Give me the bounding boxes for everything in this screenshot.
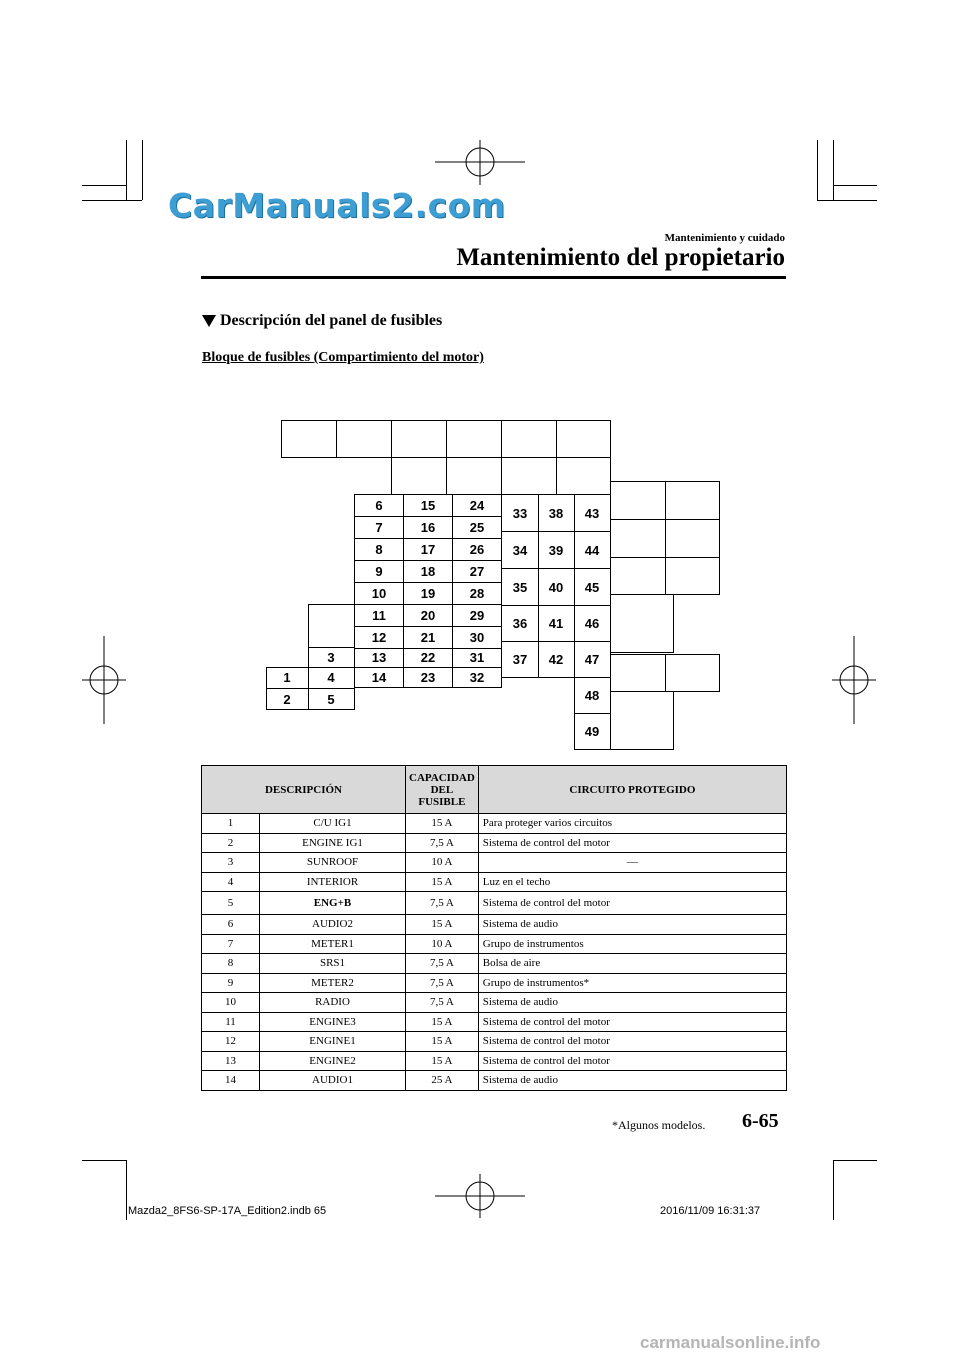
fuse-circuit: Bolsa de aire [478, 954, 786, 974]
fuse-label: 2 [283, 692, 291, 707]
fuse-capacity: 7,5 A [406, 954, 479, 974]
fuse-label: 45 [584, 580, 600, 595]
fuse-number: 11 [202, 1012, 260, 1032]
fuse-capacity: 15 A [406, 872, 479, 892]
header-circuit: CIRCUITO PROTEGIDO [478, 766, 786, 814]
table-row [202, 892, 787, 915]
fuse-label: 36 [512, 616, 528, 631]
watermark-logo[interactable]: CarManuals2.com [168, 186, 506, 225]
fuse-label: 32 [469, 670, 485, 685]
fuse-label: 49 [584, 724, 600, 739]
fuse-capacity: 10 A [406, 934, 479, 954]
fuse-label: 33 [512, 506, 528, 521]
table-row [202, 872, 787, 892]
fuse-label: 37 [512, 652, 528, 667]
header-description: DESCRIPCIÓN [202, 766, 406, 814]
fuse-number: 4 [202, 872, 260, 892]
table-row [202, 853, 787, 873]
fuse-label: 34 [512, 543, 528, 558]
fuse-label: 11 [372, 608, 386, 623]
fuse-label: 46 [584, 616, 600, 631]
fuse-label: 3 [327, 650, 335, 665]
fuse-number: 6 [202, 915, 260, 935]
fuse-label: 12 [371, 630, 387, 645]
fuse-label: 35 [512, 580, 528, 595]
print-slug-file: Mazda2_8FS6-SP-17A_Edition2.indb 65 [128, 1205, 327, 1217]
fuse-number: 8 [202, 954, 260, 974]
page-title: Mantenimiento del propietario [456, 244, 785, 271]
fuse-label: 30 [469, 630, 485, 645]
fuse-description: C/U IG1 [260, 814, 406, 834]
table-row [202, 973, 787, 993]
subsection-heading: Bloque de fusibles (Compartimiento del motor) [202, 350, 484, 365]
fuse-label: 26 [469, 542, 485, 557]
fuse-capacity: 7,5 A [406, 892, 479, 915]
footer-site-watermark[interactable]: carmanualsonline.info [640, 1333, 821, 1352]
table-row [202, 1032, 787, 1052]
fuse-label: 14 [371, 670, 387, 685]
fuse-description: ENGINE3 [260, 1012, 406, 1032]
fuse-circuit: Sistema de control del motor [478, 892, 786, 915]
fuse-description: METER1 [260, 934, 406, 954]
fuse-circuit: Sistema de audio [478, 915, 786, 935]
fuse-circuit: Sistema de control del motor [478, 1012, 786, 1032]
fuse-label: 22 [420, 650, 436, 665]
fuse-capacity: 15 A [406, 814, 479, 834]
fuse-number: 7 [202, 934, 260, 954]
header-capacity-line-1: CAPACIDAD [409, 771, 475, 784]
fuse-label: 17 [420, 542, 436, 557]
fuse-label: 38 [548, 506, 564, 521]
fuse-capacity: 25 A [406, 1071, 479, 1091]
fuse-description: INTERIOR [260, 872, 406, 892]
fuse-circuit: Sistema de control del motor [478, 1032, 786, 1052]
fuse-circuit: Sistema de control del motor [478, 833, 786, 853]
fuse-table [201, 765, 787, 1091]
table-row [202, 954, 787, 974]
header-capacity-line-2: DEL [430, 783, 454, 796]
fuse-number: 14 [202, 1071, 260, 1091]
fuse-description: ENGINE2 [260, 1051, 406, 1071]
fuse-label: 23 [420, 670, 436, 685]
fuse-circuit: Para proteger varios circuitos [478, 814, 786, 834]
fuse-circuit: Grupo de instrumentos* [478, 973, 786, 993]
fuse-label: 5 [327, 692, 335, 707]
fuse-circuit: — [478, 853, 786, 873]
fuse-number: 1 [202, 814, 260, 834]
fuse-description: ENGINE1 [260, 1032, 406, 1052]
header-section: Mantenimiento y cuidado [664, 232, 785, 244]
fuse-capacity: 7,5 A [406, 973, 479, 993]
table-row [202, 915, 787, 935]
fuse-label: 16 [420, 520, 436, 535]
table-row [202, 1012, 787, 1032]
fuse-label: 39 [548, 543, 564, 558]
fuse-label: 41 [548, 616, 564, 631]
fuse-circuit: Sistema de control del motor [478, 1051, 786, 1071]
fuse-label: 43 [584, 506, 600, 521]
fuse-circuit: Sistema de audio [478, 993, 786, 1013]
fuse-label: 8 [375, 542, 383, 557]
fuse-number: 13 [202, 1051, 260, 1071]
fuse-label: 7 [375, 520, 383, 535]
table-header-row [202, 766, 787, 814]
fuse-label: 44 [584, 543, 600, 558]
table-row [202, 934, 787, 954]
fuse-description: METER2 [260, 973, 406, 993]
fuse-description: ENGINE IG1 [260, 833, 406, 853]
section-title-text: Descripción del panel de fusibles [220, 312, 443, 329]
fuse-label: 9 [375, 564, 383, 579]
fuse-number: 2 [202, 833, 260, 853]
header-capacity-line-3: FUSIBLE [418, 795, 466, 808]
fuse-description: SUNROOF [260, 853, 406, 873]
fuse-label: 42 [548, 652, 564, 667]
fuse-label: 20 [420, 608, 436, 623]
fuse-capacity: 15 A [406, 1012, 479, 1032]
table-row [202, 814, 787, 834]
fuse-label: 21 [420, 630, 436, 645]
fuse-label: 1 [283, 670, 291, 685]
fuse-label: 10 [371, 586, 387, 601]
fuse-number: 5 [202, 892, 260, 915]
fuse-label: 29 [469, 608, 485, 623]
print-slug-date: 2016/11/09 16:31:37 [660, 1205, 761, 1217]
fuse-label: 18 [420, 564, 436, 579]
table-row [202, 833, 787, 853]
fuse-label: 19 [420, 586, 436, 601]
fuse-description: AUDIO2 [260, 915, 406, 935]
table-row [202, 993, 787, 1013]
fuse-number: 9 [202, 973, 260, 993]
fuse-label: 24 [469, 498, 485, 513]
fuse-label: 4 [327, 670, 335, 685]
fuse-label: 25 [469, 520, 485, 535]
fuse-circuit: Grupo de instrumentos [478, 934, 786, 954]
fuse-label: 27 [469, 564, 485, 579]
fuse-number: 3 [202, 853, 260, 873]
fuse-label: 28 [469, 586, 485, 601]
table-row [202, 1051, 787, 1071]
fuse-description: RADIO [260, 993, 406, 1013]
footnote: *Algunos modelos. [612, 1118, 706, 1132]
fuse-capacity: 7,5 A [406, 833, 479, 853]
fuse-capacity: 15 A [406, 1032, 479, 1052]
fuse-label: 31 [469, 650, 485, 665]
table-row [202, 1071, 787, 1091]
fuse-label: 40 [548, 580, 564, 595]
fuse-label: 48 [584, 688, 600, 703]
fuse-description: AUDIO1 [260, 1071, 406, 1091]
fuse-capacity: 15 A [406, 915, 479, 935]
fuse-label: 6 [375, 498, 383, 513]
fuse-capacity: 7,5 A [406, 993, 479, 1013]
fuse-number: 12 [202, 1032, 260, 1052]
fuse-circuit: Sistema de audio [478, 1071, 786, 1091]
fuse-capacity: 10 A [406, 853, 479, 873]
fuse-label: 15 [420, 498, 436, 513]
header-capacity [406, 766, 479, 814]
fuse-description: SRS1 [260, 954, 406, 974]
fuse-label: 13 [371, 650, 387, 665]
fuse-number: 10 [202, 993, 260, 1013]
fuse-label: 47 [584, 652, 600, 667]
fuse-description: ENG+B [260, 892, 406, 915]
page-number: 6-65 [742, 1110, 779, 1132]
fuse-capacity: 15 A [406, 1051, 479, 1071]
fuse-circuit: Luz en el techo [478, 872, 786, 892]
